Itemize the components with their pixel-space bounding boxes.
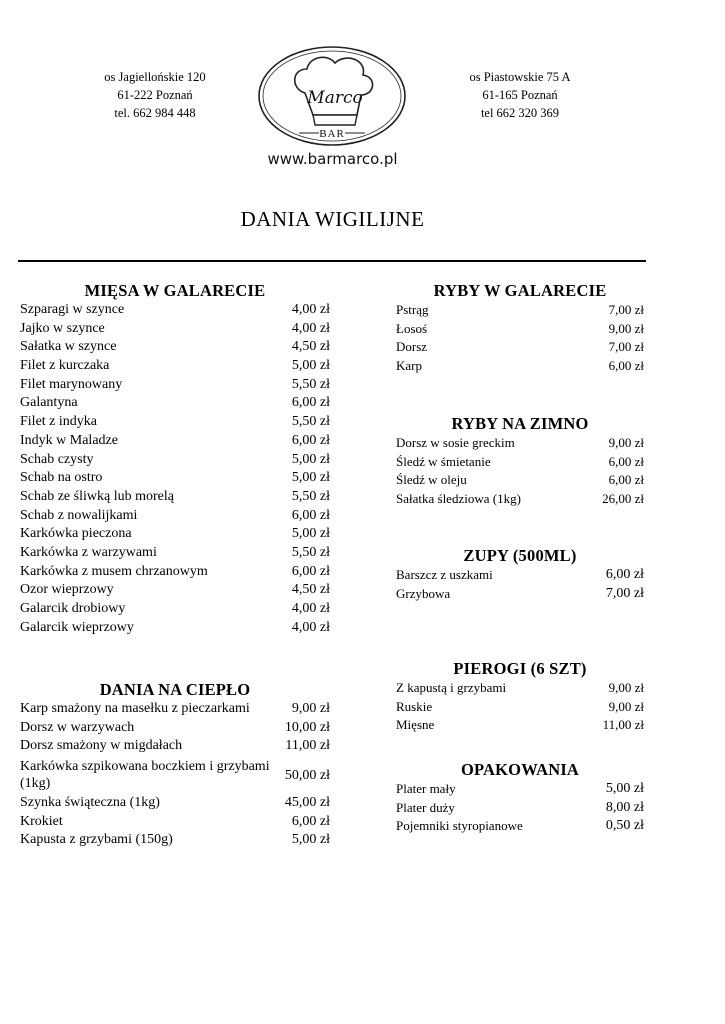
menu-item-name: Karp smażony na masełku z pieczarkami (20, 701, 250, 716)
menu-item (396, 698, 644, 717)
menu-item-name: Karkówka z musem chrzanowym (20, 563, 208, 579)
menu-item (20, 507, 330, 526)
logo-bar: BAR (319, 128, 345, 140)
menu-item (20, 525, 330, 544)
address-left (70, 68, 240, 122)
menu-item-price: 6,00 zł (291, 395, 330, 411)
menu-item-price: 6,00 zł (605, 567, 644, 582)
menu-item-name: Szparagi w szynce (20, 302, 125, 317)
menu-item-name: Dorsz smażony w migdałach (20, 738, 183, 754)
menu-item-name: Pstrąg (396, 302, 429, 317)
menu-item (396, 817, 644, 836)
menu-item (20, 619, 330, 638)
menu-item (20, 700, 330, 719)
page-title: DANIA WIGILIJNE (240, 207, 425, 231)
menu-item-name: Plater mały (396, 781, 456, 796)
menu-item (396, 357, 644, 376)
section-heading: RYBY NA ZIMNO (451, 414, 589, 433)
section-heading: RYBY W GALARECIE (433, 281, 607, 300)
menu-item (20, 813, 330, 832)
menu-item-price: 8,00 zł (605, 799, 644, 815)
menu-item (20, 719, 330, 738)
address-line: tel. 662 984 448 (114, 106, 196, 120)
menu-item-name: Schab na ostro (20, 470, 103, 486)
menu-item (396, 434, 644, 453)
menu-item-price: 9,00 zł (608, 320, 644, 336)
menu-item-price: 6,00 zł (291, 507, 330, 523)
section-heading: ZUPY (500ML) (463, 546, 577, 565)
menu-item (20, 320, 330, 339)
menu-item-price: 50,00 zł (284, 767, 330, 783)
website-link[interactable]: www.barmarco.pl (267, 150, 398, 168)
section-heading: DANIA NA CIEPŁO (99, 680, 251, 699)
menu-item-price: 0,50 zł (605, 818, 644, 834)
menu-item-price: 4,00 zł (291, 320, 330, 336)
menu-item (20, 338, 330, 357)
menu-item-name: Mięsne (396, 717, 435, 733)
menu-item (20, 301, 330, 320)
menu-item-price: 6,00 zł (608, 453, 644, 469)
section-ryby-galarecie (396, 281, 644, 376)
menu-item-price: 26,00 zł (602, 491, 644, 507)
menu-item-price: 9,00 zł (608, 435, 644, 450)
menu-item-name: Plater duży (396, 799, 455, 815)
menu-item (20, 432, 330, 451)
menu-item-name: Śledź w oleju (396, 472, 467, 488)
menu-item-price: 5,50 zł (291, 488, 330, 504)
menu-item-price: 4,00 zł (291, 601, 330, 616)
section-cieplo (20, 680, 330, 850)
menu-item (396, 453, 644, 472)
menu-item (396, 716, 644, 735)
menu-item-name: Łosoś (396, 320, 428, 336)
menu-item-price: 4,50 zł (291, 582, 330, 598)
menu-item-name: Schab ze śliwką lub morelą (20, 488, 174, 504)
menu-item-name: Ozor wieprzowy (20, 582, 114, 598)
menu-item (396, 490, 644, 509)
menu-list (396, 780, 644, 836)
address-line: tel 662 320 369 (480, 106, 560, 120)
menu-item (20, 469, 330, 488)
menu-item-name: Galantyna (20, 395, 78, 411)
menu-item (20, 357, 330, 376)
menu-item-name: Karkówka szpikowana boczkiem i grzybami (1kg) (20, 759, 270, 792)
menu-item-name: Indyk w Maladze (20, 432, 118, 448)
menu-item-name: Z kapustą i grzybami (396, 680, 507, 695)
menu-item-price: 6,00 zł (608, 358, 644, 374)
menu-item (20, 756, 330, 794)
menu-item (20, 600, 330, 619)
menu-item (20, 794, 330, 813)
section-opakowania (396, 760, 644, 836)
menu-item-price: 6,00 zł (291, 813, 330, 829)
address-line: os Piastowskie 75 A (469, 70, 571, 84)
section-zupy (396, 546, 644, 603)
menu-item-name: Filet marynowany (20, 376, 123, 392)
menu-item (396, 338, 644, 357)
address-right (435, 68, 605, 122)
menu-item-price: 7,00 zł (605, 585, 644, 601)
menu-item-price: 6,00 zł (291, 563, 330, 579)
menu-item (20, 451, 330, 470)
menu-item-name: Filet z kurczaka (20, 358, 110, 374)
menu-item-name: Barszcz z uszkami (396, 567, 493, 582)
menu-item (20, 488, 330, 507)
menu-item (396, 679, 644, 698)
section-ryby-zimno (396, 414, 644, 509)
menu-item-price: 6,00 zł (291, 432, 330, 448)
logo-script: Marco (307, 88, 363, 108)
section-heading: OPAKOWANIA (460, 760, 580, 779)
menu-item-name: Krokiet (20, 813, 63, 829)
bar-marco-logo (257, 45, 407, 147)
menu-list (20, 301, 330, 637)
menu-item (20, 581, 330, 600)
divider (18, 260, 646, 262)
menu-list (20, 700, 330, 850)
menu-item (396, 585, 644, 604)
menu-list (396, 566, 644, 603)
menu-item-name: Galarcik wieprzowy (20, 619, 134, 635)
menu-item-price: 11,00 zł (602, 717, 644, 733)
menu-item-name: Kapusta z grzybami (150g) (20, 832, 173, 848)
menu-item-price: 5,50 zł (291, 544, 330, 560)
menu-item-name: Ruskie (396, 698, 433, 714)
menu-item-name: Schab z nowalijkami (20, 507, 138, 523)
menu-item-price: 5,00 zł (605, 781, 644, 796)
menu-item (396, 301, 644, 320)
menu-item-name: Sałatka w szynce (20, 339, 117, 355)
menu-item-price: 4,00 zł (291, 619, 330, 635)
section-heading: PIEROGI (6 SZT) (453, 659, 587, 678)
menu-item-price: 7,00 zł (608, 339, 644, 355)
menu-item-name: Śledź w śmietanie (396, 453, 491, 469)
address-line: 61-165 Poznań (482, 88, 558, 102)
menu-item-price: 9,00 zł (608, 680, 644, 695)
menu-item-name: Karkówka pieczona (20, 526, 132, 542)
menu-item-name: Karp (396, 358, 422, 374)
section-pierogi (396, 659, 644, 735)
menu-item-price: 6,00 zł (608, 472, 644, 488)
menu-item-price: 5,00 zł (291, 451, 330, 467)
menu-item-price: 4,50 zł (291, 339, 330, 355)
menu-item-name: Grzybowa (396, 585, 451, 601)
menu-item (20, 544, 330, 563)
section-heading: MIĘSA W GALARECIE (84, 281, 266, 300)
address-line: 61-222 Poznań (117, 88, 193, 102)
menu-item-price: 10,00 zł (284, 719, 330, 735)
menu-item (396, 566, 644, 585)
address-line: os Jagiellońskie 120 (104, 70, 206, 84)
menu-item-price: 11,00 zł (285, 738, 330, 754)
menu-list (396, 301, 644, 376)
menu-item (20, 737, 330, 756)
menu-item-name: Galarcik drobiowy (20, 601, 126, 616)
menu-item (20, 831, 330, 850)
menu-item-price: 5,00 zł (291, 832, 330, 848)
menu-item (20, 413, 330, 432)
menu-item-price: 9,00 zł (608, 698, 644, 714)
menu-item (396, 780, 644, 799)
menu-item (396, 471, 644, 490)
menu-item-name: Jajko w szynce (20, 320, 105, 336)
menu-item-price: 5,00 zł (291, 526, 330, 542)
menu-item (396, 799, 644, 818)
menu-item-price: 5,00 zł (291, 358, 330, 374)
menu-item-price: 7,00 zł (608, 302, 644, 317)
menu-item-name: Filet z indyka (20, 414, 97, 430)
menu-item-name: Pojemniki styropianowe (396, 818, 523, 834)
menu-item-price: 5,00 zł (291, 470, 330, 486)
menu-item (20, 376, 330, 395)
menu-item-name: Dorsz (396, 339, 428, 355)
menu-item-price: 5,50 zł (291, 414, 330, 430)
menu-item-price: 5,50 zł (291, 376, 330, 392)
menu-item-name: Karkówka z warzywami (20, 544, 157, 560)
menu-item-name: Szynka świąteczna (1kg) (20, 795, 160, 811)
menu-item-price: 4,00 zł (291, 302, 330, 317)
menu-item-name: Sałatka śledziowa (1kg) (396, 491, 521, 507)
menu-item (396, 320, 644, 339)
section-miesa (20, 281, 330, 637)
menu-item-price: 45,00 zł (284, 795, 330, 811)
menu-item-price: 9,00 zł (291, 701, 330, 716)
menu-list (396, 434, 644, 509)
menu-item (20, 563, 330, 582)
menu-item-name: Schab czysty (20, 451, 94, 467)
menu-item-name: Dorsz w sosie greckim (396, 435, 515, 450)
menu-list (396, 679, 644, 735)
menu-item-name: Dorsz w warzywach (20, 719, 135, 735)
menu-item (20, 394, 330, 413)
